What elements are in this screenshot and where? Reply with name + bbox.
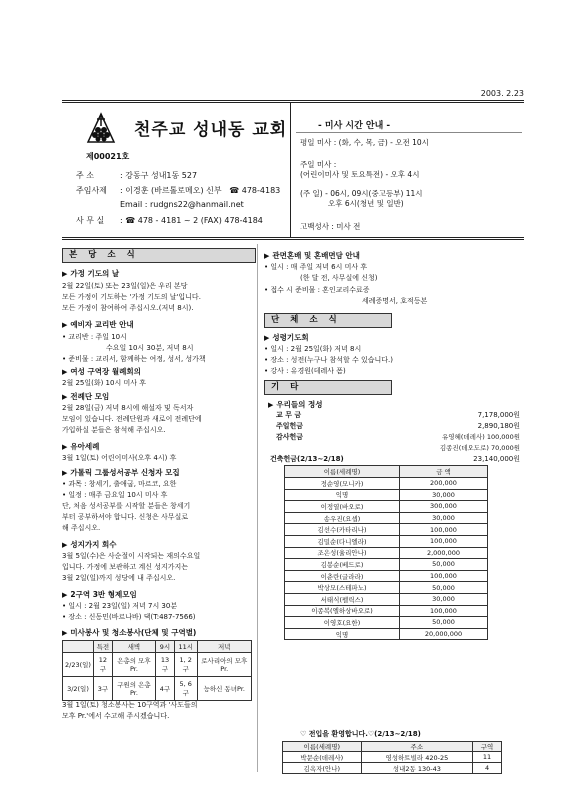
offering-label: 교 무 금	[276, 411, 302, 419]
address-line	[76, 170, 197, 181]
offering-label: 건축헌금(2/13~2/18)	[270, 455, 344, 463]
address-value: : 강동구 성내1동 527	[120, 171, 198, 180]
church-logo-icon	[86, 112, 116, 146]
priest-line	[76, 185, 280, 196]
service-cell: 구원의 은총Pr.	[112, 677, 155, 701]
donor-name: 김봉순(베드로)	[285, 559, 400, 571]
text-a8-2: • 장소 : 신동민(바르나바) 댁(T:487-7566)	[62, 613, 196, 621]
newcomer-district: 4	[473, 763, 502, 774]
donation-row	[285, 478, 488, 490]
service-header-cell: 새벽	[112, 641, 155, 653]
section-misc: 기 타	[264, 380, 392, 395]
donor-name: 이정열(바오로)	[285, 501, 400, 513]
newcomer-row	[283, 763, 502, 774]
donor-name: 김밀순(다니엘라)	[285, 535, 400, 547]
headline-liturgy: ▶ 전례단 모임	[62, 392, 110, 401]
service-cell: 5, 6구	[174, 677, 197, 701]
text-b1-3: • 접수 시 준비물 : 혼인교리수료증	[264, 286, 370, 294]
headline-bible-study: ▶ 가톨릭 그룹성서공부 신청자 모집	[62, 468, 180, 477]
top-rule-2	[62, 102, 524, 103]
donor-amount: 100,000	[400, 524, 488, 536]
offering-label: 주일헌금	[276, 422, 304, 430]
donation-row	[285, 524, 488, 536]
newcomer-name: 박문순(데레사)	[283, 752, 362, 763]
donor-amount: 30,000	[400, 489, 488, 501]
newcomer-address: 영성하트빌라 420-25	[361, 752, 473, 763]
text-b1-1: • 일시 : 매 주일 저녁 6시 미사 후	[264, 263, 368, 271]
headline-women-leaders: ▶ 여성 구역장 월례회의	[62, 367, 141, 376]
donor-name: 송우진(요셉)	[285, 512, 400, 524]
headline-mass-service: ▶ 미사봉사 및 청소봉사(단체 및 구역별)	[62, 628, 197, 637]
donor-name: 익명	[285, 489, 400, 501]
offering-label: 감사헌금	[276, 433, 304, 441]
offering-memo: 유영혜(데레사) 100,000원	[442, 433, 520, 441]
donor-amount: 50,000	[400, 617, 488, 629]
donation-row	[285, 628, 488, 640]
donations-header-cell: 금 액	[400, 466, 488, 478]
weekday-mass: 평일 미사 : (화, 수, 목, 금) - 오전 10시	[300, 138, 429, 147]
donations-header-cell: 이름(세례명)	[285, 466, 400, 478]
donor-name: 김선수(카타리나)	[285, 524, 400, 536]
text-a1-1: 2월 22일(토) 또는 23일(일)은 우리 본당	[62, 282, 188, 290]
text-a4-1: 2월 28일(금) 저녁 8시에 해설자 및 독서자	[62, 404, 194, 412]
offering-value: 7,178,000원	[477, 411, 520, 419]
service-cell: 능하신 동녀Pr.	[197, 677, 251, 701]
donor-amount: 50,000	[400, 582, 488, 594]
service-header-cell: 11시	[174, 641, 197, 653]
masthead-bottom-rule	[62, 237, 524, 238]
newcomers-table	[282, 741, 502, 774]
donation-row	[285, 535, 488, 547]
mass-title-rule	[296, 132, 522, 133]
headline-offerings: ▶ 우리들의 정성	[268, 400, 323, 409]
text-a4-2: 모임이 있습니다. 전례단원과 새로이 전례단에	[62, 415, 202, 423]
text-b2-3: • 강사 : 유경원(데레사 폼)	[264, 367, 346, 375]
donation-row	[285, 582, 488, 594]
mass-times-title: - 미사 시간 안내 -	[318, 121, 391, 131]
donor-name: 익명	[285, 628, 400, 640]
email-line: Email : rudgns22@hanmail.net	[120, 200, 244, 209]
service-cell: 로사리아의 모후Pr.	[197, 653, 251, 677]
text-foot-2: 모후 Pr.'에서 수고해 주시겠습니다.	[62, 712, 170, 720]
newcomers-header-row	[283, 742, 502, 752]
donor-amount: 300,000	[400, 501, 488, 513]
masthead-bottom-rule-2	[62, 239, 524, 240]
headline-brothers-meeting: ▶ 2구역 3반 형제모임	[62, 590, 137, 599]
donations-table	[284, 465, 488, 640]
donation-row	[285, 593, 488, 605]
newcomers-header-cell: 구역	[473, 742, 502, 752]
sunday-mass-1: (주 일) - 06시, 09시(중고등부) 11시	[300, 189, 423, 198]
offering-value: 2,890,180원	[477, 422, 520, 430]
welcome-heading: ♡ 전입을 환영합니다.♡(2/13~2/18)	[300, 730, 421, 738]
offering-memo: 김종진(데오도로) 70,000원	[439, 444, 520, 452]
address-label: 주 소	[76, 171, 94, 180]
donor-name: 박상모(스테파노)	[285, 582, 400, 594]
service-row	[63, 653, 252, 677]
text-a6-4: 부터 공부하셔야 합니다. 신청은 사무실로	[62, 513, 189, 521]
headline-prayer-meeting: ▶ 성령기도회	[264, 333, 309, 342]
donation-row	[285, 617, 488, 629]
section-group-news: 단 체 소 식	[264, 313, 392, 328]
office-label: 사 무 실	[76, 216, 105, 225]
text-a8-1: • 일시 : 2월 23일(일) 저녁 7시 30분	[62, 602, 178, 610]
service-table	[62, 640, 252, 701]
newcomer-address: 성내2동 130-43	[361, 763, 473, 774]
issue-date: 2003. 2.23	[480, 89, 524, 98]
service-header-cell: 저녁	[197, 641, 251, 653]
headline-catechumen: ▶ 예비자 교리반 안내	[62, 320, 134, 329]
donor-amount: 30,000	[400, 593, 488, 605]
newcomers-header-cell: 주소	[361, 742, 473, 752]
service-header-cell: 특전	[93, 641, 112, 653]
newcomer-name: 김옥자(안나)	[283, 763, 362, 774]
service-cell: 4구	[155, 677, 174, 701]
service-cell: 2/23(일)	[63, 653, 94, 677]
text-a2-2: 수요일 10시 30분, 저녁 8시	[106, 344, 194, 352]
text-a7-1: 3월 5일(수)은 사순절이 시작되는 재의수요일	[62, 552, 201, 560]
newcomer-row	[283, 752, 502, 763]
issue-number: 제00021호	[86, 152, 130, 161]
service-header-row	[63, 641, 252, 653]
donor-amount: 100,000	[400, 570, 488, 582]
headline-family-prayer: ▶ 가정 기도의 날	[62, 269, 120, 278]
donor-name: 이춘란(글라라)	[285, 570, 400, 582]
donor-name: 정순영(모니카)	[285, 478, 400, 490]
donor-amount: 200,000	[400, 478, 488, 490]
donation-row	[285, 512, 488, 524]
section-parish-news: 본 당 소 식	[62, 248, 256, 263]
priest-value: : 이경훈 (바르톨로메오) 신부	[120, 186, 222, 195]
offering-value: 23,140,000원	[473, 455, 520, 463]
text-a5-1: 3월 1일(토) 어린이미사(오후 4시) 후	[62, 454, 177, 462]
donor-name: 이종복(엘하상바오로)	[285, 605, 400, 617]
sunday-mass-2: 오후 6시(청년 및 일반)	[328, 199, 404, 208]
service-cell: 13구	[155, 653, 174, 677]
text-foot-1: 3월 1일(토) 청소봉사는 10구역과 '사도들의	[62, 701, 198, 709]
donor-amount: 100,000	[400, 535, 488, 547]
text-a3-1: 2월 25일(화) 10시 미사 후	[62, 379, 146, 387]
text-a4-3: 가입하실 분들은 참석해 주십시오.	[62, 426, 166, 434]
masthead-divider	[290, 102, 291, 237]
donor-amount: 30,000	[400, 512, 488, 524]
service-cell: 은총의 모후Pr.	[112, 653, 155, 677]
sunday-mass-title: 주일 미사 :	[300, 160, 337, 169]
donation-row	[285, 605, 488, 617]
text-a1-3: 모든 가정이 참여하여 주십시오.(저녁 8시).	[62, 304, 194, 312]
donation-row	[285, 501, 488, 513]
donations-header-row	[285, 466, 488, 478]
text-b1-2: (한 달 전, 사무실에 신청)	[300, 274, 378, 282]
donation-row	[285, 489, 488, 501]
service-row	[63, 677, 252, 701]
top-rule	[62, 100, 524, 101]
donation-row	[285, 547, 488, 559]
service-cell: 1, 2구	[174, 653, 197, 677]
headline-palm-return: ▶ 성지가지 회수	[62, 540, 117, 549]
service-cell: 3/2(일)	[63, 677, 94, 701]
newcomer-district: 11	[473, 752, 502, 763]
text-a2-3: • 준비물 : 교리서, 함께하는 여정, 성서, 성가책	[62, 355, 206, 363]
church-name: 천주교 성내동 교회	[134, 120, 288, 140]
newcomers-header-cell: 이름(세례명)	[283, 742, 362, 752]
donor-amount: 50,000	[400, 559, 488, 571]
text-b1-4: 세례증명서, 호적등본	[362, 297, 428, 305]
text-b2-2: • 장소 : 성전(누구나 참석할 수 있습니다.)	[264, 356, 393, 364]
text-a6-3: 단, 처음 성서공부를 시작할 분들은 창세기	[62, 502, 191, 510]
donor-amount: 100,000	[400, 605, 488, 617]
headline-infant-baptism: ▶ 유아세례	[62, 442, 100, 451]
service-header-cell: 9시	[155, 641, 174, 653]
text-a7-3: 3월 2일(일)까지 성당에 내 주십시오.	[62, 574, 176, 582]
headline-marriage: ▶ 관면혼배 및 혼배면담 안내	[264, 251, 360, 260]
office-value: : ☎ 478 - 4181 ~ 2 (FAX) 478-4184	[120, 216, 263, 225]
text-a2-1: • 교리반 : 주일 10시	[62, 333, 127, 341]
donor-amount: 20,000,000	[400, 628, 488, 640]
text-a7-2: 입니다. 가정에 보관하고 계신 성지가지는	[62, 563, 189, 571]
service-header-cell	[63, 641, 94, 653]
text-a6-1: • 과목 : 창세기, 출애굽, 마르코, 요한	[62, 480, 177, 488]
service-cell: 3구	[93, 677, 112, 701]
office-line	[76, 215, 263, 226]
donation-row	[285, 570, 488, 582]
text-b2-1: • 일시 : 2월 25일(화) 저녁 8시	[264, 345, 362, 353]
confession: 고백성사 : 미사 전	[300, 222, 361, 231]
donor-name: 서태식(펠릭스)	[285, 593, 400, 605]
column-divider	[257, 244, 258, 772]
service-cell: 12구	[93, 653, 112, 677]
priest-phone: ☎ 478-4183	[229, 186, 281, 195]
text-a1-2: 모든 가정이 기도하는 '가정 기도의 날'입니다.	[62, 293, 201, 301]
sunday-eve-mass: (어린이미사 및 토요특전) - 오후 4시	[300, 170, 420, 179]
donation-row	[285, 559, 488, 571]
donor-name: 이영호(요한)	[285, 617, 400, 629]
donor-amount: 2,000,000	[400, 547, 488, 559]
donor-name: 조은성(율리안나)	[285, 547, 400, 559]
text-a6-2: • 일정 : 매주 금요일 10시 미사 후	[62, 491, 168, 499]
priest-label: 주임사제	[76, 186, 107, 195]
text-a6-5: 해 주십시오.	[62, 524, 101, 532]
